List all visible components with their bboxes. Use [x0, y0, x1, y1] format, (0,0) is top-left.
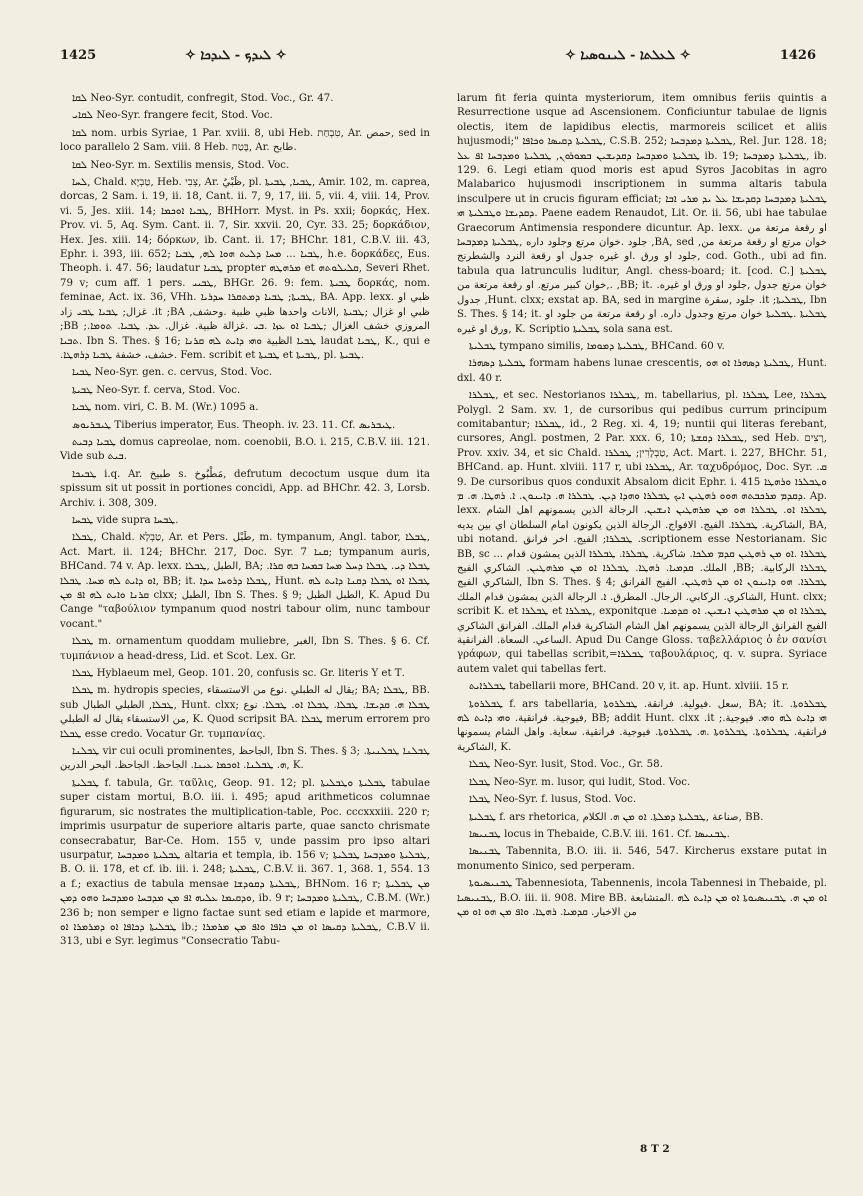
entry: ܛܒܠܐ Neo-Syr. m. lusor, qui ludit, Stod. Voc. [469, 776, 691, 788]
entry: ܛܒܠܪܐܝܬ tabellarii more, BHCand. 20 v, it. ap. Hunt. xlviii. 15 r. [469, 681, 789, 693]
entry-continued: larum fit feria quinta mysteriorum, item omnibus feriis quintis a Resurrectione usque ad Ascensionem. Conficiuntur tabulae de lignis olectis, item de lapidibus electis, marmoreis scilicet et aliis hujusmodi;" ܛܒܠܝܬܐ ܕܩܝܣܐ ܘܟܐܦܐ, C.S.B. 252; ܛܒܠܝܬܐ ܕܡܕܒܚܐ, Rel. Jur. 128. 18; ܛܒܠܝܬܐ ܘܡܕܒܚܐ ܕܩܕܝܫܝܢ ܒܡܘܪܘܢ, ܛܒܠܝܬܐ ܘܡܕܒܚܐ ܐܦ ܥܠ ib. 19; ܛܒܠܝܬܐ ܕܡܕܒܚܐ, ib. 129. 6. Legi etiam quod moris est apud Syros Jacobitas in agro Malabarico hujusmodi inscriptionem in summa altaris tabula insculpere ut in crucis figuram efficiat; ܛܒܠܝܬܐ ܕܡܕܒܚܐ ܕܩܕܝܫܐ ܥܠ ܝܕ ܡܪܝ ܐܒܐ ܕܩܕܝܫܐ ܘܛܒܠܝܬܐ ܗܝ. Paene eadem Renaudot, Lit. Or. ii. 56, ubi hae tabulae Graecorum Antimensia respondere dicuntur. Ap. lexx. او رقعة مرتعة من جلود .خوان مرتع وجلود داره ,ܛܒܠܝܬܐ ܕܡܕܒܚܐ ,BA, sed ,خوان مرتع او رقعة مرتعة من جلود او ورق .او غيره جدول او رقعة النرد والشطرنج, cod. Goth., ubi ad fin. tabula qua latrunculis luditur, Angl. chess-board; it. [cod. C.] ܛܒܠܝܬܐ ,خوان كبير مرتع. او رقعة مرتعة من. ,BB; it. خوان مرتع جدول ,جلود او ورق او غيره. جدول ,Hunt. clxx; exstat ap. BA, sed in margine جلود ,سقرة .it ;ܛܒܠܝܬܐ, Ibn S. Thes. § 14; it. ܛܒܠܝܬܐ .ܛܒܠܝܬܐ خوان مرتع وجدول داره. او رقعة مرتعة من جلود او ورق او غيره, K. Scriptio ܛܒܠܝܬܐ sola sana est. [457, 93, 828, 335]
entry: ܛܒܝܬܐ Neo-Syr. f. cerva, Stod. Voc. [72, 384, 241, 396]
running-head-right: ✧ ܠܥܠܬܐ - ܠܝܢܘܣܝܐ ✧ [565, 48, 691, 63]
entry: ܛܒܢܝܣܝܘܬܐ Tabennesiota, Tabennenis, incola Tabennesi in Thebaide, pl. ܛܒܢܝܣܝܐ, B.O. iii. ii. 908. Mire BB. ܐܘ ܡܢ ܗ. ܛܒܢܝܣܝܘܬܐ ܐܘ ܡܢ ܕܐܝܬ ܠܗ .المتشابعة من الاخبار. ܩܕܡܝܐ. ܪܗܛܐ. ܘܐܦ ܡܢ ܗܘ ܐܘ ܡܢ [457, 878, 828, 918]
signature-mark: 8 T 2 [640, 1143, 670, 1155]
entry: ܛܒܝܐ Neo-Syr. gen. c. cervus, Stod. Voc. [72, 367, 273, 379]
entry: ܠܩܐ Neo-Syr. m. Sextilis mensis, Stod. Voc. [72, 159, 290, 171]
entry: ܛܒܠܐ Neo-Syr. f. lusus, Stod. Voc. [469, 794, 637, 806]
entry: ܛܒܠܐ m. hydropis species, يقال له الطبلي .نوع من الاستسقاء; BA; ܛܒܠܐ, BB. sub ܛܒܠܐ, الطبلي الطبال, Hunt. clxx; ܛܒܠܐ ܗ. ܩܕܝܫܐ. ܛܒܠܐ. ܛܒܠܐ ܐܘ. ܛܒܠܐ. نوع من الاستسقاء يقال له الطبلي, K. Quod scripsit BA. ܛܒܠܐ merum errorem pro ܛܒܠܐ esse credo. Vocatur Gr. τυμπανίας. [60, 685, 431, 740]
entry: ܛܒܠܝܬܐ f. tabula, Gr. ταῦλις, Geop. 91. 12; pl. ܛܒܠܝܬܐ ܘܛܒܠܝܬܐ tabulae super cistam mortui, B.O. iii. i. 495; apud arithmeticos columnae figurarum, sic nostrates the multiplication-table, Poc. cccxxxiii. 220 r; imprimis usurpatur de superiore altaris parte, quae sancto chrismate consecrabatur, Bar-Ce. Hom. 155 v, unde passim pro ipso altari usurpatur, ܛܒܠܝܬܐ ܘܡܕܒܚܐ altaria et templa, ib. 156 v; ܛܒܠܝܬܐ ܘܡܕܒܚܐ ܛܒܠܝܬܐ, B. O. ii. 178, et cf. ib. iii. i. 248; ܛܒܠܝܬܐ, C.B.V. ii. 367. 1, 368. 1, 554. 13 a f.; exactius de tabula mensae ܛܒܠܝܬܐ ܕܩܘܕܫܐ, BHNom. 16 r; ܡܢ ܛܒܠܝܬܐ ܘܕܩܝܡܐ ܥܠܝܗ ܐܦ ܡܢ ܡܕܒܚܐ ܘܡܕܒܚܐ ܘܗܘ ܕܡܢ, ib. 9 r; ܛܒܠܝܬܐ ܘܡܕܒܚܐ, C.B.M. (Wr.) 236 b; non semper e ligno factae sunt sed etiam e lapide et marmore, ܛܒܠܝܬܐ ܕܟܐܦܐ ܐܘ ܕܡܪܡܪܐ ܐܘ ib.; ܛܒܠܝܬܐ ܕܩܝܣܐ ܐܘ ܡܢ ܟܐܦܐ ܘܐܦ ܡܢ ܡܪܡܪܐ, C.B.V ii. 313, ubi e Syr. legimus "Consecratio Tabu- [60, 777, 431, 948]
page-number-right: 1426 [779, 48, 816, 63]
entry: ܛܒܚܐ vide supra ܛܒܚܐ. [72, 514, 179, 526]
entry: ܛܒܢܝܣܐ Tabennita, B.O. iii. ii. 546, 547. Kircherus exstare putat in monumento Sinico, sed perperam. [457, 846, 827, 872]
entry: ܠܚܐ, Chald. טַבְיָא, Heb. צְבִי, Ar. ظَبْيٌ, pl. ܛܒܝܐ, ܛܒܝܬܐ, Amir. 102, m. caprea, dorcas, 2 Sam. i. 19, ii. 18, Cant. ii. 7, 9, 17, iii. 5, vii. 4, viii. 14, Prov. vi. 5, Jes. xiii. 14; ܛܒܝܐ ܐܘܟܡܐ, BHHorr. Myst. in Ps. xxii; δορκάς, Hex. Prov. vi. 5, Aq. Sym. Cant. ii. 7, Sir. xxvii. 20, Cyr. 33. 25; δορκάδιον, Hex. Jes. xiii. 14; δόρκων, ib. Cant. ii. 17; BHChr. 181, C.B.V. iii. 43, Ephr. i. 393, iii. 652; ܛܒܝܐ ... ܡܚܐ ܕܠܝܬ ܗܘܐ ܠܗ, ܛܒܝܐ, h.e. δορκάδες, Eus. Theoph. i. 47. 56; laudatur ܛܒܝܐ propter ܡܪܗܛܗ et ܩܠܝܠܘܬܗ, Severi Rhet. 79 v; cum aff. 1 pers. ܛܒܝܝ, BHGr. 26. 9: fem. ܛܒܝܬܐ δορκάς, nom. feminae, Act. ix. 36, VHh. ܛܒܝܬܐ; ܛܒܝܐ ܕܡܬܩܪܐ ܚܕܪܝܐ, BA. App. lexx. ظبي او غزال; ܛܒܝܐ ܛܒܝ زاد .it ;BA ,ظبي او غزال ;ܛܒܝܬܐ ,الاناث واحدها ظبي ظبية .وحشف ;BB ;المروزي خشف الغزال ;ܛܒܝܐ ܐܘ ܥܙܐ .ܒܝ .غزالة ظبية. غزال. ܥܕ. ܛܒܝܐ. ܬܘܡܐ. ܬܒܝܐ. Ibn S. Thes. § 16; ܛܒܝܐ الظبية ܘܗܝ ܕܐܝܬ ܠܗ ܩܪܢܐ laudat ܛܒܝܐ, K., qui e .خشف، خشفة ܛܒܝܐ ܕܪܗܛܐ. Fem. scribit et ܛܒܝܬܐ et ܛܒܝܬܐ, pl. ܛܒܝܬܐ. [60, 177, 431, 361]
entry: ܛܒܠܐ m. ornamentum quoddam muliebre, الغبر, Ibn S. Thes. § 6. Cf. τυμπάνιον a head-dress, Lid. et Scot. Lex. Gr. [60, 636, 430, 662]
entry: ܛܒܠܢܐ vir cui oculi prominentes, الجاحظ, Ibn S. Thes. § 3; ܛܒܠܢܐ ܛܒܠܢܝܬܐ. ܗ. ܛܒܠܢܐ. ܐܘܟܡܐ ܥܝܢܐ. الجاحظ. الجاحظ. البحر الدرين, K. [60, 746, 430, 772]
entry: ܛܒܠܐ, Chald. טַבְלָא, Ar. et Pers. طَبْل, m. tympanum, Angl. tabor, ܛܒܠܐ, Act. Mart. ii. 124; BHChr. 217, Doc. Syr. ܩܢܐ 7; tympanum auris, BHCand. 74 v. Ap. lexx. الطبل ,ܛܒܠܐ, BA; ܛܒܠܐ ܕܝ. ܛܒܠܐ ܕܚܠ ܡܚܐ ܒܡܚܐ ܒܗ ܩܪܐ. ܐܘ ܕܐܝܬ ܠܗ ܡܚܐ. ܛܒܠܐ, BB; it. ܛܒܠܐ ܕܪܘܚܐ ܚܕܐ, Hunt. ܛܒܠܐ ܐܘ ܛܒܠܐ ܕܩܢܐ ܕܐܝܬ ܠܗ ܩܪܢܐ ܘܐܝܬ ܠܗ ܐܦ ܡܢ clxx; الطبل, Ibn S. Thes. § 9; الطبل الطبل, K. Apud Du Cange "ταβούλιον tympanum quod nostri tabour olim, nunc tambour vocant." [60, 532, 431, 630]
entry: ܛܝܒܪܝܘܣ Tiberius imperator, Eus. Theoph. iv. 23. 11. Cf. ܛܝܒܪܝܣ. [72, 419, 396, 431]
entry: ܛܒܝܐ nom. viri, C. B. M. (Wr.) 1095 a. [72, 402, 259, 414]
entry: ܠܩܐ Neo-Syr. contudit, confregit, Stod. Voc., Gr. 47. [72, 93, 334, 104]
entry: ܛܒܠܝܬܐ tympano similis, ܛܒܠܝܬܐ ܕܡܘܡܐ, BHCand. 60 v. [469, 340, 725, 352]
left-column [60, 92, 430, 953]
entry: ܛܒܠܝܬܐ f. ars rhetorica, صناعة ,ܛܒܠܝܬܐ ܕܡܠܬܐ. ܐܘ ܡܢ ܗ. الكلام, BB. [469, 811, 764, 823]
page-number-left: 1425 [60, 48, 97, 63]
running-head-left: ✧ ܠܝܕܟ - ܠܝܕܟܐ ✧ [185, 48, 287, 63]
entry: ܛܒܝܐ ܕܒܝܬ domus capreolae, nom. coenobii, B.O. i. 215, C.B.V. iii. 121. Vide sub ܒܝܬ. [60, 436, 430, 463]
running-head [60, 48, 816, 78]
entry: ܛܒܠܪܐ, et sec. Nestorianos ܛܒܠܪܐ, m. tabellarius, pl. ܛܒܠܪܐ Lee, ܛܒܠܪܐ Polygl. 2 Sam. xv. 1, de cursoribus qui pedibus currum principum comitabantur; ܛܒܠܪܐ, id., 2 Reg. xi. 4, 19; nuntii qui literas ferebant, cursores, Angl. postmen, 2 Par. xxx. 6, 10; ܛܒܠܪܐ ܕܩܫܬܐ, sed Heb. רָצִים, Prov. xxiv. 34, et sic Chald. טַבְלָרִין; ܛܒܠܪܐ, Act. Mart. i. 227, BHChr. 51, BHCand. ap. Hunt. xlviii. 117 r, ubi ܛܒܠܪܐ, Ar. ταχυδρόμος, Doc. Syr. ܩ. 9. De cursoribus quos conduxit Absalom dicit Ephr. i. 415 ܘܛܒܠܪܐ ܘܪܗܛܐ ܕܩܕܡ ܡܪܟܒܬܗ ܗܘܘ ܪܗܛܝܢ ܐܝܟ ܛܒܠܪܐ ܘܗܕܐ ܕܝܢ. ܛܒܠܪܐ ܗ. ܕܐܝܢܘܢ. ܐ. ܪܗܛܐ. ܗ. ܡ. Ap. lexx. ܛܒܠܪܐ ܐܘ. ܛܒܠܪܐ ܗܘ ܡܢ ܡܪܗܛܝܢ ܐܢܫܝܢ. الرجالة الذين يسمونهم اهل الشام الشاكرية. ܛܒܠܪܐ. الفيج. الافواج. الرجالة الذين يكونون امام السلطان اي بين يديه, BA, ubi notand. ܛܒܠܪܐ; الفيج. اخر فرانق .scriptionem esse Nestorianam. Sic BB, sc ... ܛܒܠܪܐ .ܐܘ ܡܢ ܪܗܛܝܢ ܩܕܡ ܡܠܟܐ. شاكرية. ܛܒܠܪܐ. ܛܒܠܪܐ الذين يمشون قدام الملك. ܩܕܡܝܐ. ܪܗܛܐ. ܛܒܠܪܐ ܐܘ ܡܢ ܡܪܗܛܝܢ. الشاكري الفيج ,BB; ܛܒܠܪܐ الركابية. الشاكري الفيج, Ibn S. Thes. § 4; ܛܒܠܪܐ. ܗܘ ܕܐܝܢܘܢ ܐܘ ܡܢ ܪܗܛܝܢ. الفيج الفرانق الشاكري. الركابي. الرجال. المطرق. ܐ. الرجالة الذين يمشون قدام الملك, Hunt. clxx; scribit K. et ܛܒܠܪܐ et ܛܒܠܪܐ, exponitque ܛܒܠܪܐ ܐܘ ܡܢ ܡܪܗܛܝܢ ܐܢܫܝܢ. ܐܘ ܩܕܡܝܐ. الفيج الفرانق الرجالة الذين يسمونهم اهل الشام الشاكرية قدام الملك. الفرانق الشاكري الساعي. السعاة. الفرانقية. Apud Du Cange Gloss. ταβελλάριος ὁ ἐν σανίσι γράφων, qui tabellas scribit,=ܛܒܠܪܐ ταβουλάριος, q. v. supra. Syriace autem valet qui tabellas fert. [457, 390, 828, 675]
entry: ܛܒܠܝܬܐ ܕܣܗܪܐ formam habens lunae crescentis, ܛܒܠܝܬܐ ܕܣܗܪܐ ܐܘ ܗܘ, Hunt. dxl. 40 r. [457, 358, 827, 384]
entry: ܛܒܠܐ Hyblaeum mel, Geop. 101. 20, confusis sc. Gr. literis Υ et Τ. [72, 668, 405, 680]
entry: ܠܩܐܝ Neo-Syr. frangere fecit, Stod. Voc. [72, 110, 273, 122]
entry: ܠܩܐ nom. urbis Syriae, 1 Par. xviii. 8, ubi Heb. טִבְחַת, Ar. حمص, sed in loco parallelo 2 Sam. viii. 8 Heb. בֶּטַח, Ar. طابح. [60, 127, 430, 154]
entry: ܛܒܢܝܣܐ locus in Thebaide, C.B.V. iii. 161. Cf. ܛܒܢܝܣܐ. [469, 828, 730, 840]
entry: ܛܒܠܪܘܬܐ f. ars tabellaria, سعل .فيولية. فرانقة. ܛܒܠܪܘܬܐ, BA; it. ܛܒܠܪܘܬܐ. فيوجية. فرانقية. ܘܗܝ ܕܐܝܬ ܠܗ, BB; addit Hunt. clxx .it ;ܗܝ ܕܐܝܬ ܠܗ ܘܗܝ. فيوجية. فرانقية. ܛܒܠܪܘܬܐ. ܛܒܠܪܘܬܐ .ܗ. ܛܒܠܪܘܬܐ. فيوجية. فرانقية. سعاية. واهل الشام يسمونها الشاكرية, K. [457, 698, 827, 753]
right-column [457, 92, 827, 923]
entry: ܛܒܝܟܐ i.q. Ar. طبيخ s. مَطْبُوخ, defrutum decoctum usque dum ita spissum sit ut possit in portiones concidi, App. ad BHChr. 42. 3, Lorsb. Archiv. i. 308, 309. [60, 468, 430, 509]
entry: ܛܒܠܐ Neo-Syr. lusit, Stod. Voc., Gr. 58. [469, 759, 663, 771]
